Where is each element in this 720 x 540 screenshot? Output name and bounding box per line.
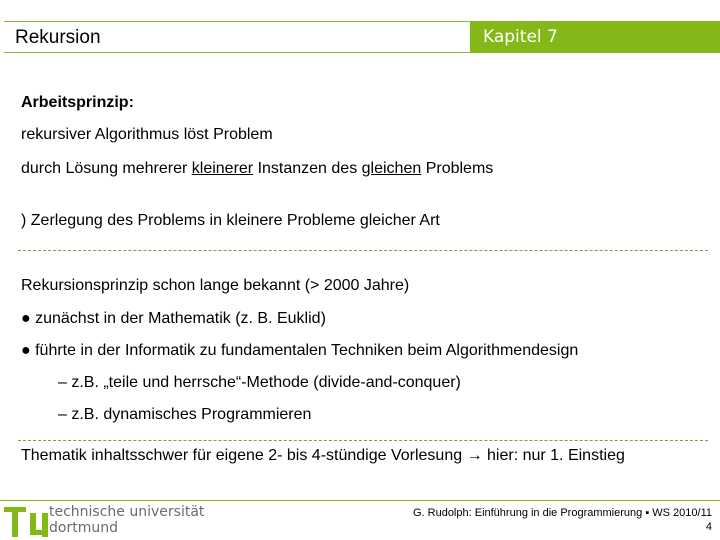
bullet-math: ● zunächst in der Mathematik (z. B. Euklid): [21, 310, 326, 327]
university-line-2: dortmund: [49, 520, 118, 536]
sub-bullet-dynamic-programming: – z.B. dynamisches Programmieren: [58, 406, 312, 423]
line2-part-c: Instanzen des: [253, 160, 362, 177]
page-number: 4: [705, 521, 712, 533]
line2-underlined-smaller: kleinerer: [191, 160, 254, 177]
university-name: [49, 504, 204, 536]
sub-bullet-divide-conquer: – z.B. „teile und herrsche“-Methode (divide-and-conquer): [58, 374, 461, 391]
principle-line-1: rekursiver Algorithmus löst Problem: [21, 126, 273, 143]
principle-heading: Arbeitsprinzip:: [21, 94, 134, 111]
slide-title: Rekursion: [15, 27, 101, 48]
line2-part-a: durch Lösung mehrerer: [21, 160, 192, 177]
footer-info: [413, 506, 712, 534]
scope-line: Thematik inhaltsschwer für eigene 2- bis 4-stündige Vorlesung → hier: nur 1. Einstieg: [21, 447, 625, 464]
slide-header: [0, 0, 720, 58]
chapter-label: Kapitel 7: [483, 27, 558, 47]
history-line: Rekursionsprinzip schon lange bekannt (> 2000 Jahre): [21, 277, 410, 294]
footer-rule: [0, 500, 720, 501]
title-box: [4, 21, 470, 53]
decomposition-line: ) Zerlegung des Problems in kleinere Probleme gleicher Art: [21, 212, 440, 229]
line2-part-e: Problems: [421, 160, 494, 177]
principle-line-2: [21, 160, 493, 178]
divider-top: [18, 250, 708, 251]
chapter-box: [470, 21, 720, 53]
author-course: G. Rudolph: Einführung in die Programmierung ▪ WS 2010/11: [412, 507, 712, 519]
bullet-informatics: ● führte in der Informatik zu fundamentalen Techniken beim Algorithmendesign: [21, 342, 579, 359]
line2-underlined-same: gleichen: [361, 160, 422, 177]
divider-bottom: [18, 440, 708, 441]
university-line-1: technische universität: [49, 504, 205, 520]
